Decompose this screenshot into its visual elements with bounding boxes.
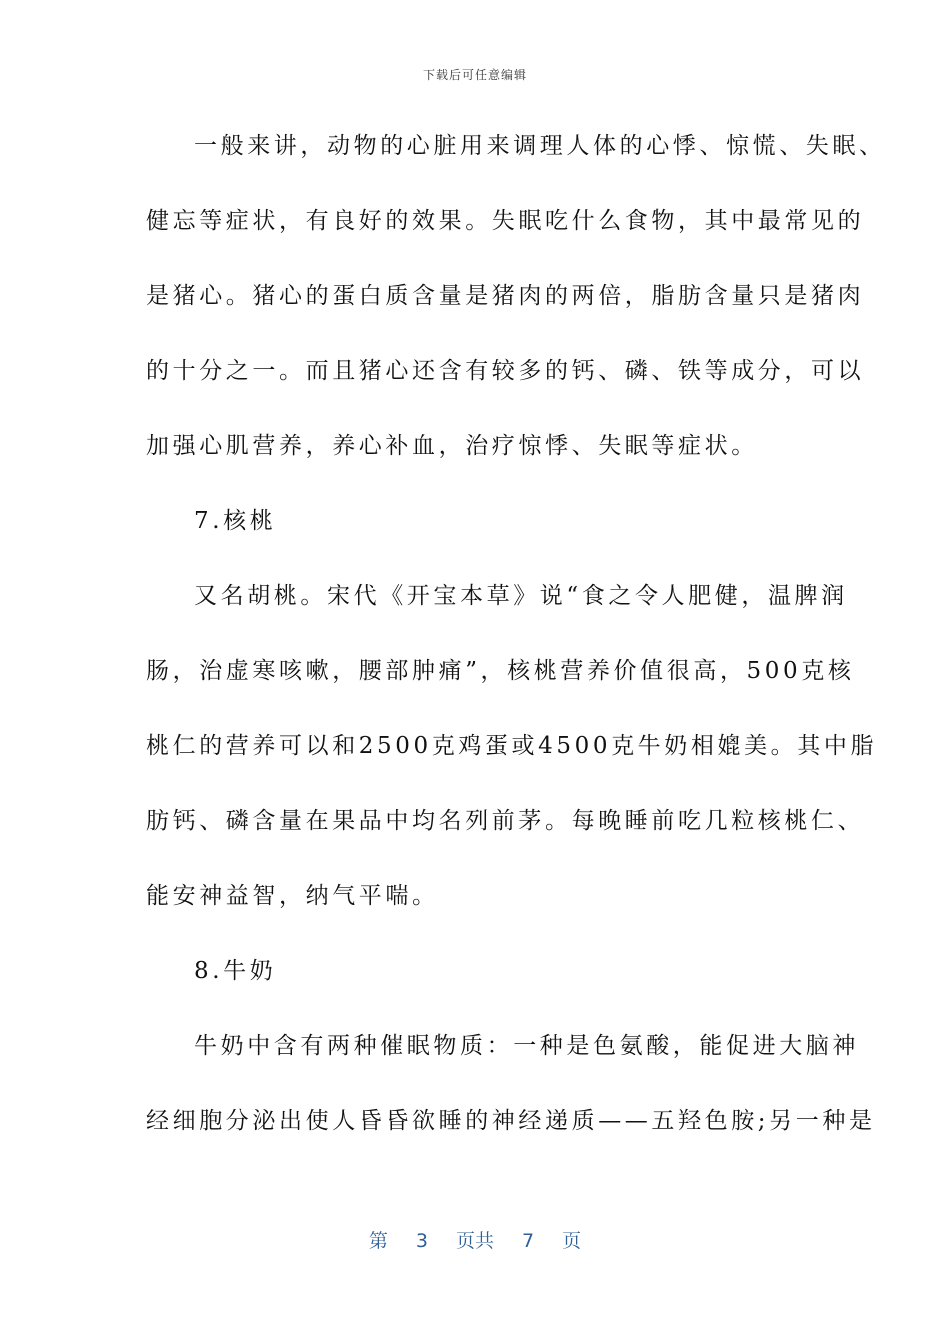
paragraph-line: 是猪心。猪心的蛋白质含量是猪肉的两倍，脂肪含量只是猪肉 (146, 283, 865, 309)
paragraph-line: 桃仁的营养可以和2500克鸡蛋或4500克牛奶相媲美。其中脂 (146, 733, 878, 759)
paragraph-line: 牛奶中含有两种催眠物质：一种是色氨酸，能促进大脑神 (194, 1033, 859, 1059)
paragraph-line: 加强心肌营养，养心补血，治疗惊悸、失眠等症状。 (146, 433, 758, 459)
page-label-suffix: 页 (562, 1230, 582, 1252)
page-label-prefix: 第 (368, 1230, 388, 1252)
paragraph-line: 肪钙、磷含量在果品中均名列前茅。每晚睡前吃几粒核桃仁、 (146, 808, 865, 834)
header-note: 下载后可任意编辑 (422, 68, 527, 82)
section-heading: 8.牛奶 (194, 958, 277, 984)
page-footer (0, 1226, 950, 1253)
paragraph-line: 又名胡桃。宋代《开宝本草》说“食之令人肥健，温脾润 (194, 583, 848, 609)
current-page-number: 3 (415, 1230, 428, 1252)
section-heading: 7.核桃 (194, 508, 277, 534)
paragraph-line: 的十分之一。而且猪心还含有较多的钙、磷、铁等成分，可以 (146, 358, 865, 384)
paragraph-line: 一般来讲，动物的心脏用来调理人体的心悸、惊慌、失眠、 (194, 133, 886, 159)
page-label-mid: 页共 (455, 1230, 494, 1252)
paragraph-line: 肠，治虚寒咳嗽，腰部肿痛”，核桃营养价值很高，500克核 (146, 658, 855, 684)
paragraph-line: 能安神益智，纳气平喘。 (146, 883, 439, 909)
paragraph-line: 经细胞分泌出使人昏昏欲睡的神经递质——五羟色胺;另一种是 (146, 1108, 876, 1134)
paragraph-line: 健忘等症状，有良好的效果。失眠吃什么食物，其中最常见的 (146, 208, 865, 234)
total-pages-number: 7 (522, 1230, 535, 1252)
